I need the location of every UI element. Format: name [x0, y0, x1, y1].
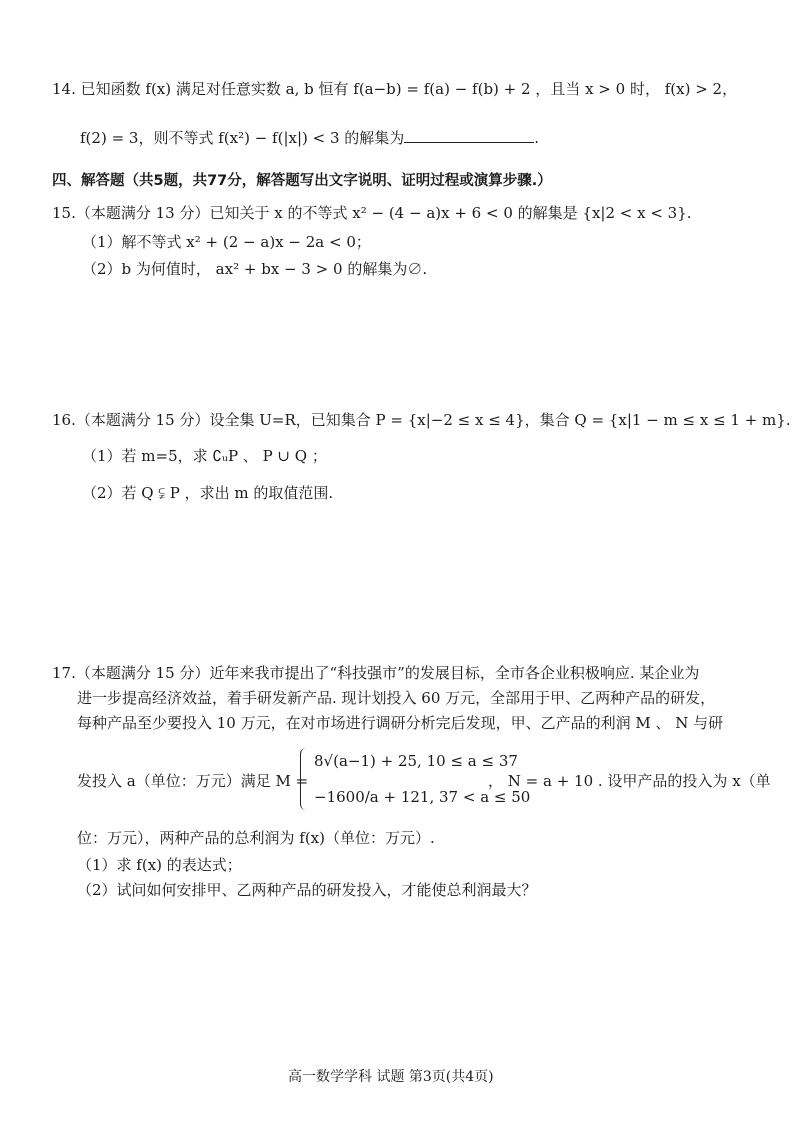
q17-line5: 位：万元），两种产品的总利润为 f(x)（单位：万元）.: [77, 829, 435, 847]
q14-line2-text: f(2) = 3，则不等式 f(x²) − f(|x|) < 3 的解集为: [80, 129, 405, 147]
answer-blank: [404, 128, 534, 143]
piecewise-brace: [300, 748, 309, 810]
q17-line4-pre: 发投入 a（单位：万元）满足 M =: [77, 772, 309, 790]
q15-part2: （2）b 为何值时， ax² + bx − 3 > 0 的解集为∅.: [82, 260, 428, 278]
q16-part1: （1）若 m=5，求 ∁ᵤP 、 P ∪ Q ；: [82, 447, 327, 465]
q14-line1: 14. 已知函数 f(x) 满足对任意实数 a, b 恒有 f(a−b) = f(a) − f(b) + 2 ，且当 x > 0 时， f(x) > 2，: [52, 80, 738, 98]
q17-part2: （2）试问如何安排甲、乙两种产品的研发投入，才能使总利润最大？: [77, 881, 537, 899]
q17-line3: 每种产品至少要投入 10 万元，在对市场进行调研分析完后发现，甲、乙产品的利润 M 、 N 与研: [77, 714, 724, 732]
q17-part1: （1）求 f(x) 的表达式；: [77, 856, 242, 874]
q16-stem: 16.（本题满分 15 分）设全集 U=R，已知集合 P = {x|−2 ≤ x ≤ 4}，集合 Q = {x|1 − m ≤ x ≤ 1 + m}.: [52, 411, 791, 429]
piecewise-case2: −1600/a + 121, 37 < a ≤ 50: [314, 788, 531, 806]
q17-line1: 17.（本题满分 15 分）近年来我市提出了“科技强市”的发展目标，全市各企业积极响应. 某企业为: [52, 664, 700, 682]
q15-part1: （1）解不等式 x² + (2 − a)x − 2a < 0；: [82, 233, 371, 251]
page-footer: 高一数学学科 试题 第3页(共4页): [288, 1069, 494, 1085]
q14-line2-end: .: [534, 129, 540, 147]
q17-line4-post: ， N = a + 10 . 设甲产品的投入为 x（单: [488, 772, 771, 790]
piecewise-case1: 8√(a−1) + 25, 10 ≤ a ≤ 37: [314, 752, 518, 770]
q17-line2: 进一步提高经济效益，着手研发新产品. 现计划投入 60 万元，全部用于甲、乙两种产品的研发，: [77, 689, 716, 707]
q15-stem: 15.（本题满分 13 分）已知关于 x 的不等式 x² − (4 − a)x + 6 < 0 的解集是 {x|2 < x < 3}.: [52, 204, 692, 222]
q16-part2: （2）若 Q ⫋ P ，求出 m 的取值范围.: [82, 484, 334, 502]
section4-header: 四、解答题（共5题，共77分，解答题写出文字说明、证明过程或演算步骤.）: [52, 173, 552, 189]
q14-line2: [80, 128, 539, 147]
